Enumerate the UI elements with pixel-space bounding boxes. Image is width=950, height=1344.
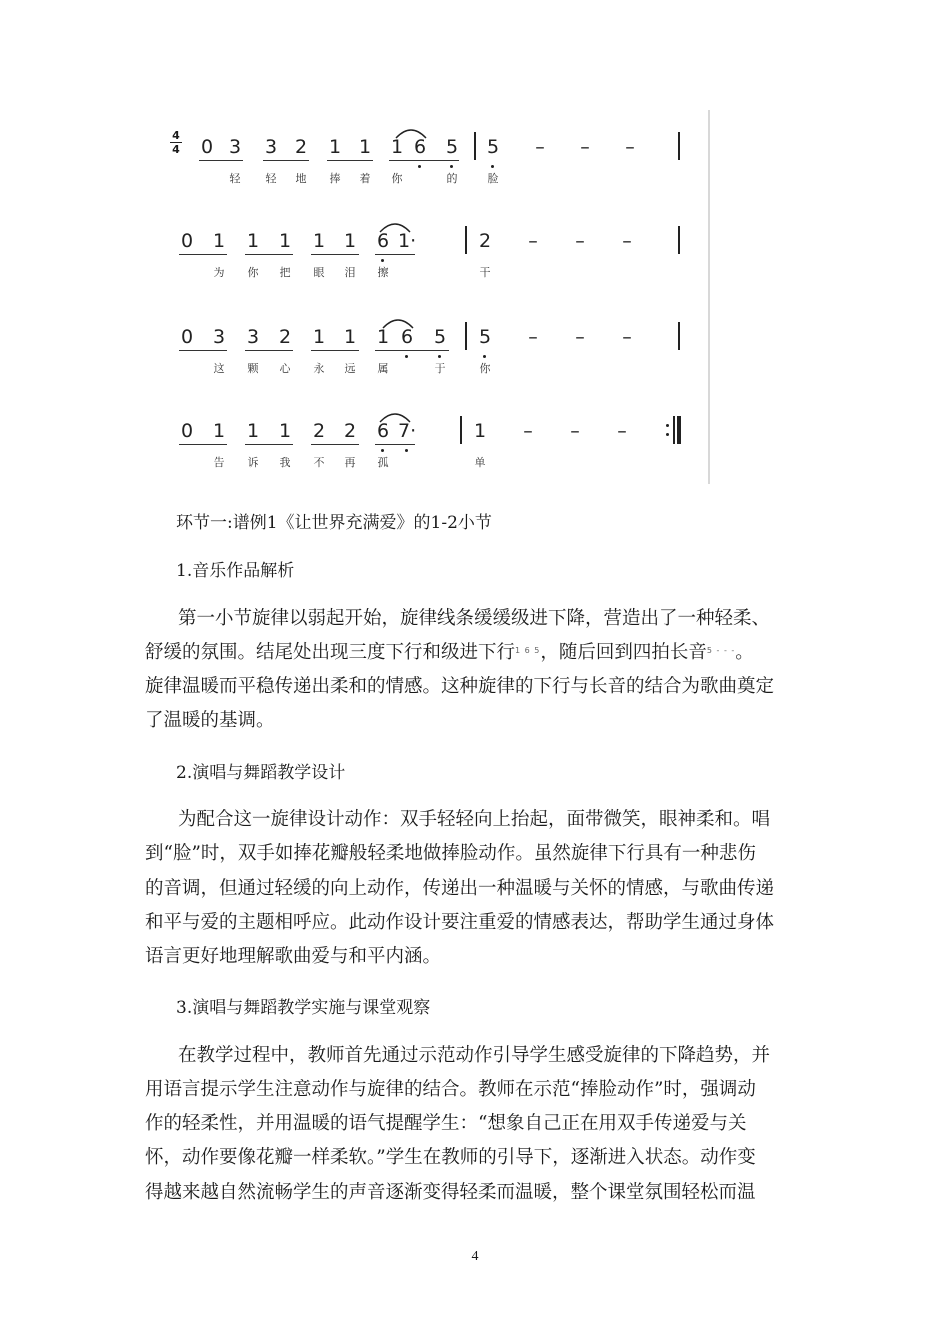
lyric: 再 <box>344 456 356 469</box>
slur <box>378 404 412 424</box>
lyric: 擦 <box>377 266 389 279</box>
lyric: 于 <box>434 362 446 375</box>
heading-teaching-design: 2.演唱与舞蹈教学设计 <box>176 763 346 783</box>
underline <box>199 160 243 161</box>
note: 2 <box>294 136 308 158</box>
text-line: 了温暖的基调。 <box>145 710 275 731</box>
lyric: 这 <box>213 362 225 375</box>
heading-implementation: 3.演唱与舞蹈教学实施与课堂观察 <box>176 998 431 1018</box>
underline <box>375 254 415 255</box>
text-line: 和平与爱的主题相呼应。此动作设计要注重爱的情感表达，帮助学生通过身体 <box>145 912 775 933</box>
end-barline <box>677 416 681 444</box>
underline <box>245 350 293 351</box>
underline <box>311 254 359 255</box>
text-line: 到“脸”时，双手如捧花瓣般轻柔地做捧脸动作。虽然旋律下行具有一种悲伤 <box>145 843 756 864</box>
note: 3 <box>246 326 260 348</box>
text-line: 。 <box>735 642 754 663</box>
low-dot <box>483 355 486 358</box>
jianpu-score <box>160 108 720 488</box>
underline <box>327 160 373 161</box>
note: 1 <box>246 420 260 442</box>
inline-notation: 5 - - - <box>706 646 736 655</box>
underline <box>245 254 293 255</box>
barline <box>465 322 467 350</box>
low-dot <box>405 449 408 452</box>
note: 0 <box>180 230 194 252</box>
text-line: 的音调，但通过轻缓的向上动作，传递出一种温暖与关怀的情感，与歌曲传递 <box>145 878 775 899</box>
score-row-2 <box>160 214 720 284</box>
note: 1 <box>376 326 390 348</box>
note: 2 <box>278 326 292 348</box>
low-dot <box>438 355 441 358</box>
note: 3 <box>228 136 242 158</box>
lyric: 眼 <box>313 266 325 279</box>
barline <box>673 416 675 444</box>
lyric: 远 <box>344 362 356 375</box>
inline-notation: 1 6 5 <box>515 646 541 655</box>
low-dot <box>450 165 453 168</box>
underline <box>311 350 359 351</box>
note: 5 <box>445 136 459 158</box>
dash: – <box>523 420 533 442</box>
lyric: 你 <box>391 172 403 185</box>
note: 0 <box>180 326 194 348</box>
text-line: 在教学过程中，教师首先通过示范动作引导学生感受旋律的下降趋势，并 <box>178 1045 771 1066</box>
lyric: 孤 <box>377 456 389 469</box>
text-line: 为配合这一旋律设计动作：双手轻轻向上抬起，面带微笑，眼神柔和。唱 <box>178 809 771 830</box>
lyric: 不 <box>313 456 325 469</box>
score-row-4 <box>160 404 720 474</box>
text-line: 用语言提示学生注意动作与旋律的结合。教师在示范“捧脸动作”时，强调动 <box>145 1079 756 1100</box>
note: 1 <box>312 230 326 252</box>
note: 1 <box>246 230 260 252</box>
time-signature-bottom: 4 <box>172 143 180 156</box>
note: 1 <box>278 230 292 252</box>
dash: – <box>570 420 580 442</box>
lyric: 泪 <box>344 266 356 279</box>
text-line: 第一小节旋律以弱起开始，旋律线条缓缓级进下降，营造出了一种轻柔、 <box>178 608 771 629</box>
dash: – <box>580 136 590 158</box>
note: 0 <box>200 136 214 158</box>
low-dot <box>381 259 384 262</box>
lyric: 我 <box>279 456 291 469</box>
dash: – <box>575 230 585 252</box>
lyric: 捧 <box>329 172 341 185</box>
note: 0 <box>180 420 194 442</box>
note: 2 <box>478 230 492 252</box>
note: 1 <box>212 230 226 252</box>
lyric: 把 <box>279 266 291 279</box>
dash: – <box>528 230 538 252</box>
note: 5 <box>433 326 447 348</box>
score-row-3 <box>160 310 720 380</box>
dash: – <box>528 326 538 348</box>
lyric: 属 <box>377 362 389 375</box>
low-dot <box>491 165 494 168</box>
text-line: ，随后回到四拍长音 <box>540 642 707 663</box>
note: 1 <box>343 326 357 348</box>
slur <box>378 214 412 234</box>
text-line: 旋律温暖而平稳传递出柔和的情感。这种旋律的下行与长音的结合为歌曲奠定 <box>145 676 775 697</box>
barline <box>678 322 680 350</box>
lyric: 你 <box>479 362 491 375</box>
underline <box>263 160 309 161</box>
low-dot <box>418 165 421 168</box>
note: 1 <box>212 420 226 442</box>
note: 1· <box>398 230 417 252</box>
heading-music-analysis: 1.音乐作品解析 <box>176 561 295 581</box>
lyric: 你 <box>247 266 259 279</box>
barline <box>678 226 680 254</box>
underline <box>375 444 415 445</box>
section-title: 环节一:谱例1《让世界充满爱》的1-2小节 <box>176 513 492 533</box>
underline <box>311 444 359 445</box>
lyric: 的 <box>446 172 458 185</box>
lyric: 脸 <box>487 172 499 185</box>
barline <box>474 132 476 160</box>
dash: – <box>575 326 585 348</box>
lyric: 诉 <box>247 456 259 469</box>
lyric: 为 <box>213 266 225 279</box>
note: 7· <box>398 420 417 442</box>
lyric: 干 <box>479 266 491 279</box>
lyric: 地 <box>295 172 307 185</box>
dash: – <box>625 136 635 158</box>
dash: – <box>617 420 627 442</box>
slur <box>394 120 428 140</box>
underline <box>375 350 449 351</box>
dash: – <box>622 326 632 348</box>
repeat-dots <box>666 424 669 442</box>
text-line: 怀，动作要像花瓣一样柔软。”学生在教师的引导下，逐渐进入状态。动作变 <box>145 1147 756 1168</box>
note: 1 <box>473 420 487 442</box>
lyric: 永 <box>313 362 325 375</box>
slur <box>381 310 415 330</box>
note: 2 <box>343 420 357 442</box>
note: 6 <box>400 326 414 348</box>
lyric: 心 <box>279 362 291 375</box>
underline <box>179 350 227 351</box>
note: 5 <box>486 136 500 158</box>
note: 3 <box>212 326 226 348</box>
barline <box>678 132 680 160</box>
underline <box>245 444 293 445</box>
low-dot <box>405 355 408 358</box>
note: 6 <box>413 136 427 158</box>
note: 2 <box>312 420 326 442</box>
lyric: 颗 <box>247 362 259 375</box>
note: 1 <box>328 136 342 158</box>
note: 6 <box>376 420 390 442</box>
page-number: 4 <box>471 1249 479 1264</box>
note: 6 <box>376 230 390 252</box>
underline <box>179 444 227 445</box>
barline <box>460 416 462 444</box>
lyric: 轻 <box>265 172 277 185</box>
time-signature-top: 4 <box>172 129 180 142</box>
barline <box>465 226 467 254</box>
dash: – <box>622 230 632 252</box>
lyric: 着 <box>359 172 371 185</box>
text-line: 语言更好地理解歌曲爱与和平内涵。 <box>145 946 442 967</box>
note: 1 <box>312 326 326 348</box>
text-line: 舒缓的氛围。结尾处出现三度下行和级进下行 <box>145 642 516 663</box>
lyric: 轻 <box>229 172 241 185</box>
low-dot <box>381 449 384 452</box>
score-row-1 <box>160 120 720 190</box>
note: 1 <box>343 230 357 252</box>
text-line: 得越来越自然流畅学生的声音逐渐变得轻柔而温暖，整个课堂氛围轻松而温 <box>145 1182 756 1203</box>
dash: – <box>535 136 545 158</box>
time-signature <box>170 130 182 155</box>
text-line: 作的轻柔性，并用温暖的语气提醒学生：“想象自己正在用双手传递爱与关 <box>145 1113 747 1134</box>
note: 1 <box>278 420 292 442</box>
note: 1 <box>358 136 372 158</box>
underline <box>179 254 227 255</box>
lyric: 单 <box>474 456 486 469</box>
lyric: 告 <box>213 456 225 469</box>
note: 1 <box>390 136 404 158</box>
underline <box>389 160 459 161</box>
note: 3 <box>264 136 278 158</box>
note: 5 <box>478 326 492 348</box>
